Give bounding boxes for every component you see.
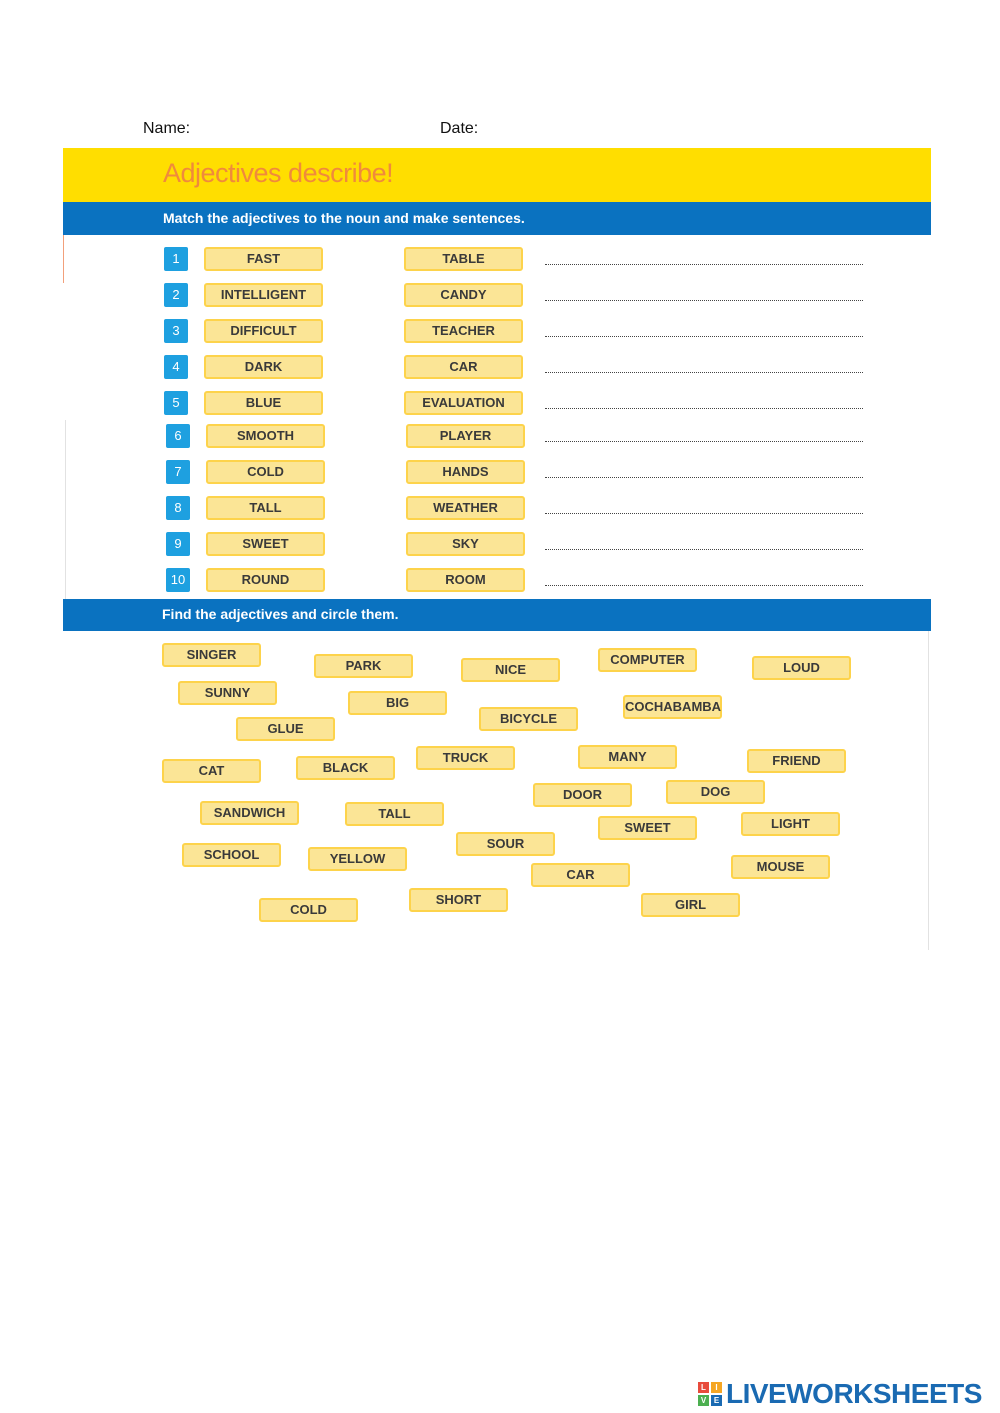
word-tag-tall[interactable]: TALL [345, 802, 444, 826]
adjective-tag: TALL [206, 496, 325, 520]
word-tag-loud[interactable]: LOUD [752, 656, 851, 680]
noun-tag: SKY [406, 532, 525, 556]
noun-tag: TEACHER [404, 319, 523, 343]
logo-mark-icon: L I V E [698, 1382, 722, 1406]
right-border [928, 630, 929, 950]
word-tag-light[interactable]: LIGHT [741, 812, 840, 836]
section1-instruction-bar [63, 202, 931, 235]
word-tag-short[interactable]: SHORT [409, 888, 508, 912]
adjective-tag: INTELLIGENT [204, 283, 323, 307]
noun-tag: EVALUATION [404, 391, 523, 415]
word-tag-cat[interactable]: CAT [162, 759, 261, 783]
section1-instruction: Match the adjectives to the noun and make sentences. [163, 210, 525, 226]
title-banner [63, 148, 931, 202]
adjective-tag: SMOOTH [206, 424, 325, 448]
word-tag-door[interactable]: DOOR [533, 783, 632, 807]
sentence-answer-line[interactable] [545, 408, 863, 409]
word-tag-glue[interactable]: GLUE [236, 717, 335, 741]
sentence-answer-line[interactable] [545, 477, 863, 478]
word-tag-sweet[interactable]: SWEET [598, 816, 697, 840]
noun-tag: ROOM [406, 568, 525, 592]
noun-tag: CANDY [404, 283, 523, 307]
sentence-answer-line[interactable] [545, 549, 863, 550]
name-label: Name: [143, 120, 191, 137]
item-number: 6 [166, 424, 190, 448]
adjective-tag: ROUND [206, 568, 325, 592]
sentence-answer-line[interactable] [545, 372, 863, 373]
sentence-answer-line[interactable] [545, 441, 863, 442]
liveworksheets-logo [698, 1380, 982, 1408]
left-border-accent [63, 235, 64, 283]
word-tag-bicycle[interactable]: BICYCLE [479, 707, 578, 731]
word-tag-nice[interactable]: NICE [461, 658, 560, 682]
word-tag-black[interactable]: BLACK [296, 756, 395, 780]
word-tag-car[interactable]: CAR [531, 863, 630, 887]
word-tag-school[interactable]: SCHOOL [182, 843, 281, 867]
adjective-tag: DARK [204, 355, 323, 379]
word-tag-computer[interactable]: COMPUTER [598, 648, 697, 672]
item-number: 8 [166, 496, 190, 520]
word-tag-many[interactable]: MANY [578, 745, 677, 769]
word-tag-sunny[interactable]: SUNNY [178, 681, 277, 705]
word-tag-park[interactable]: PARK [314, 654, 413, 678]
word-tag-dog[interactable]: DOG [666, 780, 765, 804]
item-number: 1 [164, 247, 188, 271]
sentence-answer-line[interactable] [545, 300, 863, 301]
item-number: 2 [164, 283, 188, 307]
word-tag-truck[interactable]: TRUCK [416, 746, 515, 770]
word-tag-singer[interactable]: SINGER [162, 643, 261, 667]
item-number: 4 [164, 355, 188, 379]
noun-tag: PLAYER [406, 424, 525, 448]
item-number: 5 [164, 391, 188, 415]
sentence-answer-line[interactable] [545, 513, 863, 514]
word-tag-yellow[interactable]: YELLOW [308, 847, 407, 871]
item-number: 10 [166, 568, 190, 592]
word-tag-friend[interactable]: FRIEND [747, 749, 846, 773]
word-tag-cochabamba[interactable]: COCHABAMBA [623, 695, 722, 719]
noun-tag: TABLE [404, 247, 523, 271]
adjective-tag: FAST [204, 247, 323, 271]
date-label: Date: [440, 120, 479, 137]
adjective-tag: BLUE [204, 391, 323, 415]
word-tag-mouse[interactable]: MOUSE [731, 855, 830, 879]
sentence-answer-line[interactable] [545, 585, 863, 586]
sentence-answer-line[interactable] [545, 264, 863, 265]
adjective-tag: DIFFICULT [204, 319, 323, 343]
noun-tag: CAR [404, 355, 523, 379]
adjective-tag: SWEET [206, 532, 325, 556]
word-tag-cold[interactable]: COLD [259, 898, 358, 922]
adjective-tag: COLD [206, 460, 325, 484]
word-tag-big[interactable]: BIG [348, 691, 447, 715]
word-tag-sandwich[interactable]: SANDWICH [200, 801, 299, 825]
item-number: 7 [166, 460, 190, 484]
section2-instruction-bar [63, 599, 931, 631]
item-number: 9 [166, 532, 190, 556]
worksheet-title: Adjectives describe! [163, 158, 394, 188]
noun-tag: HANDS [406, 460, 525, 484]
left-border [65, 420, 66, 600]
sentence-answer-line[interactable] [545, 336, 863, 337]
word-tag-girl[interactable]: GIRL [641, 893, 740, 917]
section2-instruction: Find the adjectives and circle them. [162, 606, 399, 622]
word-tag-sour[interactable]: SOUR [456, 832, 555, 856]
logo-text: LIVEWORKSHEETS [726, 1378, 982, 1409]
noun-tag: WEATHER [406, 496, 525, 520]
item-number: 3 [164, 319, 188, 343]
